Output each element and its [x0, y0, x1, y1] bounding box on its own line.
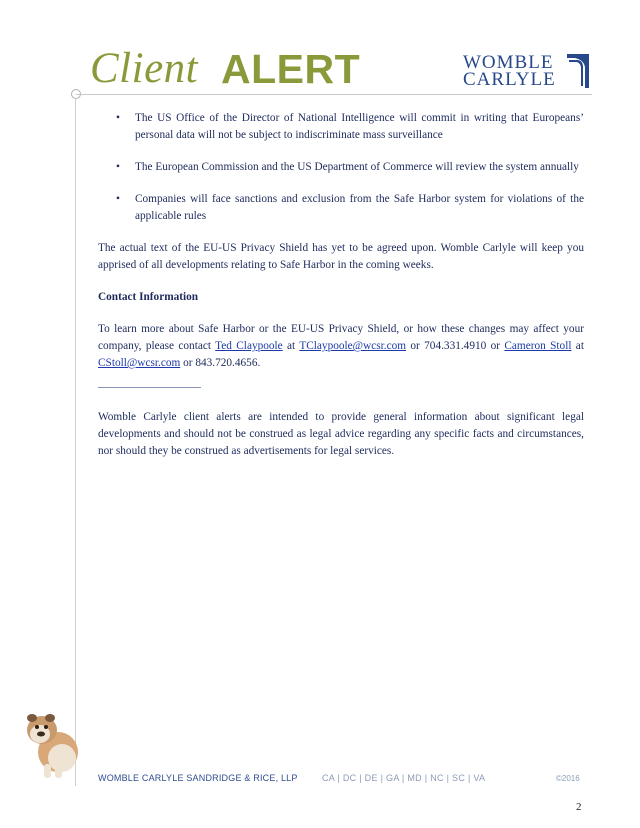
logo-line1: WOMBLE	[463, 52, 554, 73]
contact-paragraph	[98, 321, 584, 372]
header-client-text: Client	[90, 45, 199, 92]
bulldog-icon	[22, 706, 84, 778]
contact-text: at	[282, 340, 300, 352]
contact-text: or 704.331.4910 or	[406, 340, 505, 352]
bullet-item	[98, 159, 584, 176]
document-body	[98, 110, 584, 475]
bullet-item	[98, 191, 584, 225]
bullet-item	[98, 110, 584, 144]
header-rule	[76, 94, 592, 95]
contact-text: To learn more about Safe Harbor or the EU-US Privacy Shield, or how these changes may affect your company, please contact	[98, 323, 584, 352]
margin-rule	[75, 98, 76, 786]
logo-mark-icon	[567, 54, 589, 88]
separator-line	[98, 387, 201, 388]
bullet-list	[98, 110, 584, 225]
bullet-icon: •	[116, 193, 120, 205]
contact-link-ted-claypoole[interactable]: Ted Claypoole	[215, 340, 283, 352]
contact-link-cameron-stoll[interactable]: Cameron Stoll	[504, 340, 572, 352]
footer-office-states: CA | DC | DE | GA | MD | NC | SC | VA	[322, 773, 486, 783]
footer-firm-name: WOMBLE CARLYLE SANDRIDGE & RICE, LLP	[98, 773, 298, 783]
contact-text: at	[571, 340, 584, 352]
contact-link-cstoll-email[interactable]: CStoll@wcsr.com	[98, 357, 181, 369]
page-number: 2	[576, 801, 582, 813]
paragraph-status: The actual text of the EU-US Privacy Shield has yet to be agreed upon. Womble Carlyle will keep you apprised of all developments relating to Safe Harbor in the coming weeks.	[98, 242, 584, 271]
contact-heading: Contact Information	[98, 291, 199, 303]
bullet-text: The European Commission and the US Department of Commerce will review the system annually	[135, 161, 579, 173]
bullet-text: Companies will face sanctions and exclusion from the Safe Harbor system for violations of the applicable rules	[135, 193, 584, 222]
firm-logo	[463, 54, 587, 90]
header-alert-text: ALERT	[221, 46, 361, 92]
bullet-icon: •	[116, 112, 120, 124]
contact-link-tclaypoole-email[interactable]: TClaypoole@wcsr.com	[299, 340, 407, 352]
bullet-text: The US Office of the Director of National Intelligence will commit in writing that Europeans’ personal data will not be subject to indiscriminate mass surveillance	[135, 112, 584, 141]
footer-copyright: ©2016	[556, 774, 580, 783]
contact-text: or 843.720.4656.	[180, 357, 261, 369]
bullet-icon: •	[116, 161, 120, 173]
disclaimer-paragraph: Womble Carlyle client alerts are intended to provide general information about significant legal developments and should not be construed as legal advice regarding any specific facts and circumstances, nor should they be construed as advertisements for legal services.	[98, 411, 584, 457]
logo-line2: CARLYLE	[463, 69, 556, 90]
